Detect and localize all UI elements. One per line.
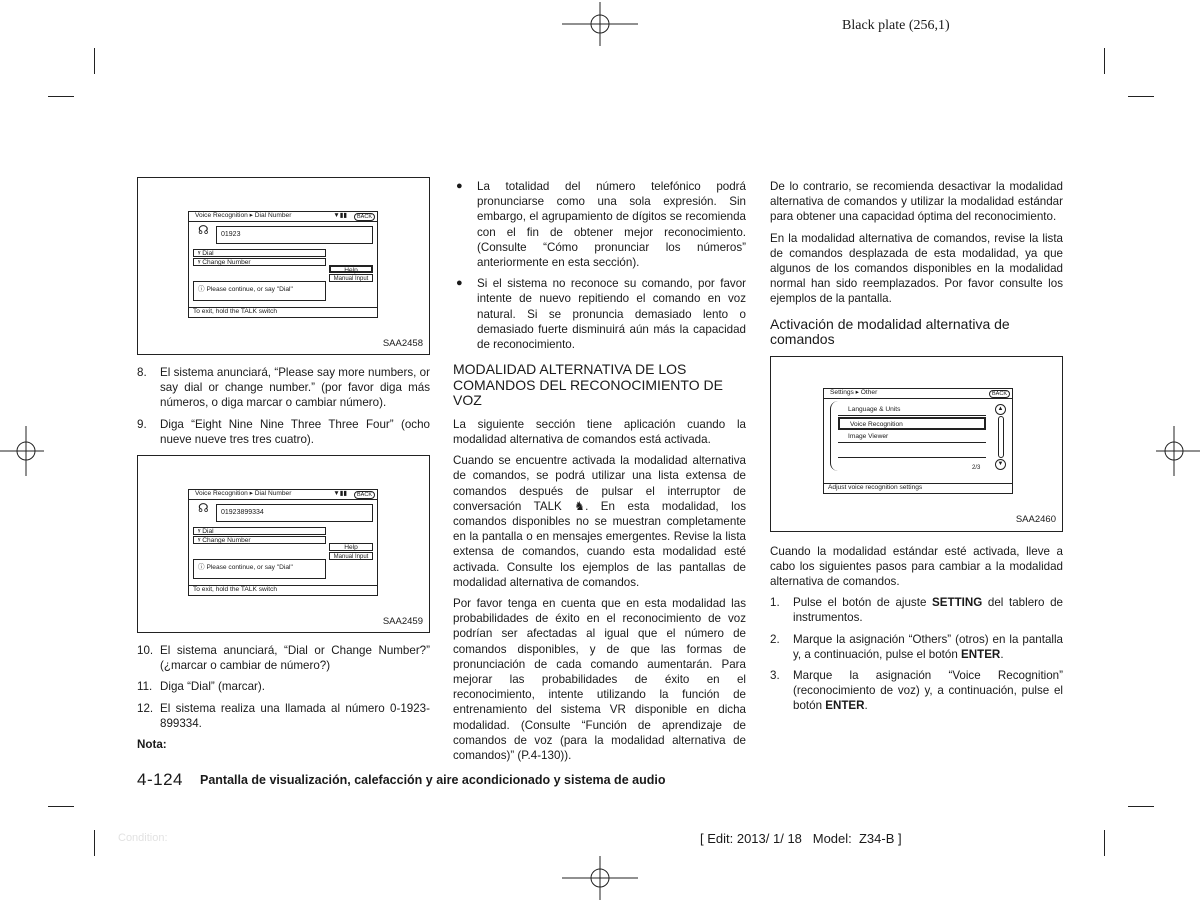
menu-item-voice-recognition[interactable]: Voice Recognition	[838, 417, 986, 430]
voice-head-icon: ☊	[198, 223, 209, 237]
back-button[interactable]: BACK	[354, 213, 375, 221]
menu-change-number[interactable]: ᵞ Change Number	[193, 536, 326, 544]
paragraph: Cuando se encuentre activada la modalidad alternativa de comandos, se podrá utilizar una lista extensa de comandos después de pulsar el interruptor de conversación TALK ♞. En esta modalidad, los comandos disponibles no se muestran completamente en la pantalla o en mensajes emergentes. Revise la lista extensa de comandos, cuando esta modalidad esté activada. Consulte los ejemplos de las pantallas de modalidad alternativa de comandos.	[453, 454, 746, 589]
steps-list	[137, 365, 430, 447]
menu-item-image-viewer[interactable]: Image Viewer	[838, 431, 986, 443]
note-label: Nota:	[137, 738, 167, 752]
prompt-box: ⓘ Please continue, or say "Dial"	[193, 559, 326, 579]
number-field: 01923899334	[216, 504, 373, 522]
list-item: 9. Diga “Eight Nine Nine Three Three Four” (ocho nueve nueve tres tres cuatro).	[137, 417, 430, 446]
section-heading: MODALIDAD ALTERNATIVA DE LOS COMANDOS DEL RECONOCIMIENTO DE VOZ	[453, 361, 723, 409]
list-item: ● Si el sistema no reconoce su comando, por favor intente de nuevo repitiendo el comando en voz natural. Si se pronuncia demasiado lento o demasiado fuerte disminuirá aún más la capacidad de reconocimiento.	[456, 277, 746, 352]
crop-mark	[1128, 806, 1154, 807]
figure-code: SAA2459	[382, 615, 423, 627]
figure-settings-screen	[770, 356, 1063, 532]
bullet-list	[453, 179, 746, 352]
screen-footer: To exit, hold the TALK switch	[189, 585, 377, 595]
page-indicator: 2/3	[972, 464, 981, 471]
paragraph: En la modalidad alternativa de comandos, revise la lista de comandos desplazada de esta modalidad, ya que algunos de los comandos disponibles en la modalidad normal han sido reemplazados. Por favor consulte los ejemplos de la pantalla.	[770, 231, 1063, 306]
crop-mark	[94, 48, 95, 74]
screen-title: Voice Recognition ▸ Dial Number ▼▮▮ BACK	[189, 490, 377, 500]
list-panel-edge	[830, 401, 841, 471]
paragraph: De lo contrario, se recomienda desactivar la modalidad alternativa de comandos y utilizar la modalidad estándar para obtener una capacidad óptima del reconocimiento.	[770, 180, 1063, 224]
list-row-empty	[838, 457, 986, 458]
help-button[interactable]: Help	[329, 265, 373, 273]
prompt-box: ⓘ Please continue, or say "Dial"	[193, 281, 326, 301]
condition-label: Condition:	[118, 832, 168, 844]
menu-dial[interactable]: ᵞ Dial	[193, 249, 326, 257]
voice-icon: ᵞ	[198, 259, 203, 266]
list-item: 3. Marque la asignación “Voice Recognition” (reconocimiento de voz) y, a continuación, pulse el botón ENTER.	[770, 669, 1063, 713]
figure-dial-screen-2	[137, 455, 430, 633]
scroll-down-icon[interactable]: ▼	[995, 459, 1006, 470]
screen-footer: To exit, hold the TALK switch	[189, 307, 377, 317]
back-button[interactable]: BACK	[354, 491, 375, 499]
paragraph: La siguiente sección tiene aplicación cuando la modalidad alternativa de comandos está activada.	[453, 417, 746, 446]
menu-change-number[interactable]: ᵞ Change Number	[193, 258, 326, 266]
column-middle	[453, 179, 746, 769]
paragraph: Cuando la modalidad estándar esté activada, lleve a cabo los siguientes pasos para cambiar a la modalidad alternativa de comandos.	[770, 544, 1063, 589]
crop-mark	[48, 806, 74, 807]
scrollbar[interactable]	[998, 416, 1004, 458]
screen-footer: Adjust voice recognition settings	[824, 483, 1012, 493]
nav-screen	[188, 489, 378, 596]
list-item: 2. Marque la asignación “Others” (otros) en la pantalla y, a continuación, pulse el botón ENTER.	[770, 632, 1063, 661]
registration-mark	[0, 426, 44, 476]
registration-mark	[562, 2, 638, 46]
manual-input-button[interactable]: Manual Input	[329, 274, 373, 282]
voice-icon: ᵞ	[198, 528, 203, 536]
crop-mark	[48, 96, 74, 97]
info-icon: ⓘ	[198, 286, 207, 293]
list-item: 1. Pulse el botón de ajuste SETTING del tablero de instrumentos.	[770, 596, 1063, 625]
edit-info: [ Edit: 2013/ 1/ 18 Model: Z34-B ]	[700, 831, 902, 846]
registration-mark	[562, 856, 638, 900]
number-field: 01923	[216, 226, 373, 244]
bullet-icon: ●	[456, 180, 463, 192]
list-item: 11. Diga “Dial” (marcar).	[137, 680, 265, 694]
signal-icon: ▼▮▮	[333, 212, 347, 219]
crop-mark	[1104, 48, 1105, 74]
back-button[interactable]: BACK	[989, 390, 1010, 398]
crop-mark	[1104, 830, 1105, 856]
signal-icon: ▼▮▮	[333, 490, 347, 498]
figure-code: SAA2460	[1015, 514, 1056, 526]
scroll-up-icon[interactable]: ▲	[995, 404, 1006, 415]
talk-switch-icon: ♞	[574, 498, 586, 513]
subsection-heading: Activación de modalidad alternativa de comandos	[770, 315, 1010, 348]
nav-screen	[823, 388, 1013, 494]
menu-dial[interactable]: ᵞ Dial	[193, 527, 326, 535]
bullet-icon: ●	[456, 277, 463, 290]
crop-mark	[1128, 96, 1154, 97]
voice-icon: ᵞ	[198, 537, 203, 545]
info-icon: ⓘ	[198, 564, 207, 572]
plate-label: Black plate (256,1)	[842, 18, 950, 33]
steps-list	[770, 595, 1063, 713]
column-right	[770, 179, 1063, 720]
manual-input-button[interactable]: Manual Input	[329, 552, 373, 560]
screen-title: Settings ▸ Other BACK	[824, 389, 1012, 399]
list-item: 8. El sistema anunciará, “Please say more numbers, or say dial or change number.” (por favor diga más números, o diga marcar o cambiar número).	[137, 366, 430, 410]
list-item: 12. El sistema realiza una llamada al número 0-1923-899334.	[137, 701, 430, 730]
page-number: 4-124	[137, 770, 183, 789]
voice-icon: ᵞ	[198, 250, 203, 257]
registration-mark	[1156, 426, 1200, 476]
nav-screen	[188, 211, 378, 318]
paragraph: Por favor tenga en cuenta que en esta modalidad las probabilidades de éxito en el reconocimiento de voz podrían ser afectadas al igual que el número de comandos disponibles, y de que las formas de pronunciación de cada comando aumentarán. Para mejorar las probabilidades de éxito en el reconocimiento, intente utilizando la función de entrenamiento del sistema VR disponible en dicha modalidad. (Consulte “Función de aprendizaje de comandos de voz (para la modalidad alternativa de comandos)” (P.4-130)).	[453, 596, 746, 762]
list-item: ● La totalidad del número telefónico podrá pronunciarse como una sola expresión. Sin embargo, el agrupamiento de dígitos se recomienda con el fin de obtener mejor reconocimiento. (Consulte “Cómo pronunciar los números” anteriormente en esta sección).	[456, 180, 746, 270]
figure-dial-screen-1	[137, 177, 430, 355]
menu-item-language[interactable]: Language & Units	[838, 404, 986, 416]
steps-list	[137, 643, 430, 731]
chapter-title: Pantalla de visualización, calefacción y aire acondicionado y sistema de audio	[200, 773, 666, 787]
list-item: 10. El sistema anunciará, “Dial or Change Number?” (¿marcar o cambiar de número?)	[137, 644, 430, 673]
voice-head-icon: ☊	[198, 501, 209, 516]
figure-code: SAA2458	[382, 337, 423, 349]
help-button[interactable]: Help	[329, 543, 373, 551]
screen-title: Voice Recognition ▸ Dial Number ▼▮▮ BACK	[189, 212, 377, 222]
column-left	[137, 177, 430, 752]
crop-mark	[94, 830, 95, 856]
